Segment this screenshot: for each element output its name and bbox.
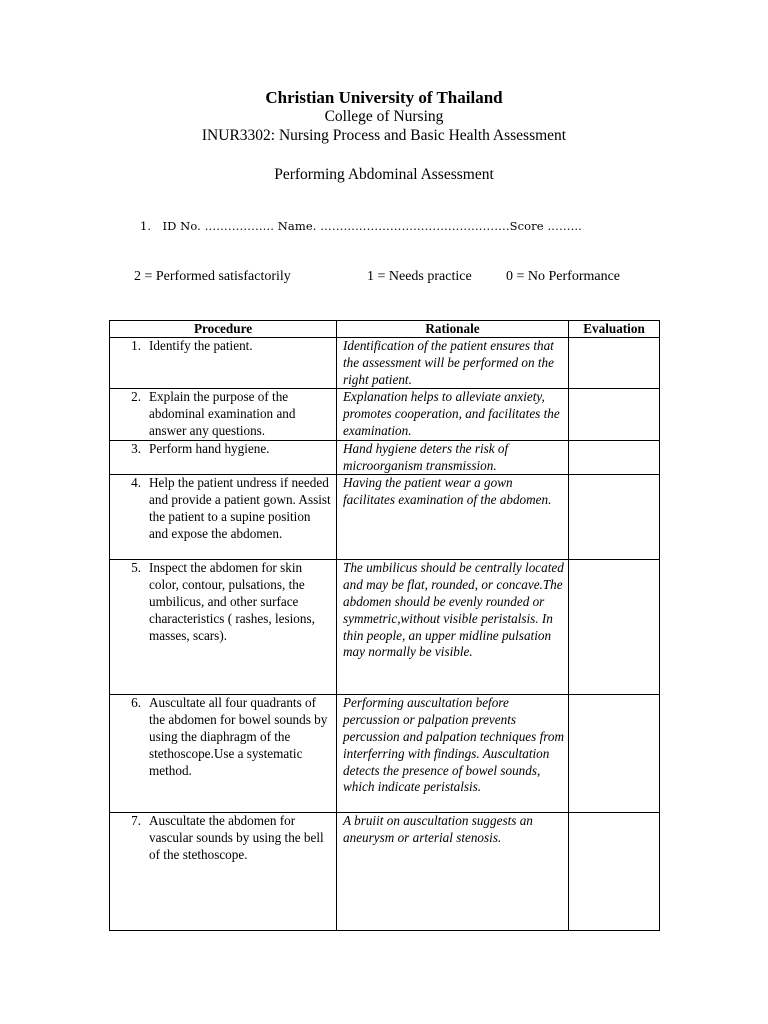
step-number: 6. xyxy=(131,695,141,711)
procedure-text: Explain the purpose of the abdominal examination and answer any questions. xyxy=(149,389,296,438)
evaluation-cell[interactable] xyxy=(569,813,660,931)
assessment-table xyxy=(109,320,660,931)
procedure-cell xyxy=(110,475,337,560)
table-row xyxy=(110,695,660,813)
table-row xyxy=(110,440,660,475)
step-number: 4. xyxy=(131,475,141,491)
procedure-text: Auscultate the abdomen for vascular sounds by using the bell of the stethoscope. xyxy=(149,813,324,862)
procedure-cell xyxy=(110,389,337,440)
procedure-text: Auscultate all four quadrants of the abdomen for bowel sounds by using the diaphragm of the stethoscope.Use a systematic method. xyxy=(149,695,328,778)
procedure-text: Identify the patient. xyxy=(149,338,253,353)
rationale-cell: A bruiit on auscultation suggests an aneurysm or arterial stenosis. xyxy=(337,813,569,931)
college-name: College of Nursing xyxy=(324,108,444,125)
procedure-cell xyxy=(110,338,337,389)
step-number: 5. xyxy=(131,560,141,576)
procedure-text: Help the patient undress if needed and provide a patient gown. Assist the patient to a supine position and expose the abdomen. xyxy=(149,475,331,541)
procedure-text: Inspect the abdomen for skin color, contour, pulsations, the umbilicus, and other surface characteristics ( rashes, lesions, masses, scars). xyxy=(149,560,315,643)
procedure-cell xyxy=(110,695,337,813)
university-name: Christian University of Thailand xyxy=(265,88,503,107)
step-number: 2. xyxy=(131,389,141,405)
table-row xyxy=(110,338,660,389)
header-procedure: Procedure xyxy=(110,321,337,338)
table-row xyxy=(110,813,660,931)
rationale-cell: Hand hygiene deters the risk of microorganism transmission. xyxy=(337,440,569,475)
id-name-score-line xyxy=(140,219,582,233)
step-number: 7. xyxy=(131,813,141,829)
rationale-cell: Identification of the patient ensures that the assessment will be performed on the right patient. xyxy=(337,338,569,389)
legend-no-performance: 0 = No Performance xyxy=(506,269,621,284)
legend-needs-practice: 1 = Needs practice xyxy=(367,269,472,284)
rationale-cell: Explanation helps to alleviate anxiety, promotes cooperation, and facilitates the examination. xyxy=(337,389,569,440)
table-row xyxy=(110,560,660,695)
legend-performed-satisfactorily: 2 = Performed satisfactorily xyxy=(134,269,291,284)
table-header-row xyxy=(110,321,660,338)
evaluation-cell[interactable] xyxy=(569,475,660,560)
id-line-number: 1. xyxy=(140,219,152,233)
procedure-cell xyxy=(110,440,337,475)
evaluation-cell[interactable] xyxy=(569,560,660,695)
rationale-cell: Performing auscultation before percussion or palpation prevents percussion and palpation techniques from interferring with findings. Auscultation detects the presence of bowel sounds, which indicate peristalsis. xyxy=(337,695,569,813)
header-evaluation: Evaluation xyxy=(569,321,660,338)
course-title: INUR3302: Nursing Process and Basic Health Assessment xyxy=(201,127,567,144)
header-rationale: Rationale xyxy=(337,321,569,338)
procedure-text: Perform hand hygiene. xyxy=(149,440,270,456)
evaluation-cell[interactable] xyxy=(569,389,660,440)
step-number: 3. xyxy=(131,440,141,456)
table-row xyxy=(110,475,660,560)
rationale-cell: Having the patient wear a gown facilitates examination of the abdomen. xyxy=(337,475,569,560)
evaluation-cell[interactable] xyxy=(569,695,660,813)
evaluation-cell[interactable] xyxy=(569,440,660,475)
evaluation-cell[interactable] xyxy=(569,338,660,389)
table-row xyxy=(110,389,660,440)
procedure-cell xyxy=(110,813,337,931)
id-name-score-fields: ID No. ……………... Name. ………………………………………….Score ……... xyxy=(162,219,582,233)
rationale-cell: The umbilicus should be centrally located and may be flat, rounded, or concave.The abdomen should be evenly rounded or symmetric,without visible peristalsis. In thin people, an upper midline pulsation may normally be visible. xyxy=(337,560,569,695)
procedure-cell xyxy=(110,560,337,695)
document-title: Performing Abdominal Assessment xyxy=(274,166,494,183)
step-number: 1. xyxy=(131,338,141,353)
